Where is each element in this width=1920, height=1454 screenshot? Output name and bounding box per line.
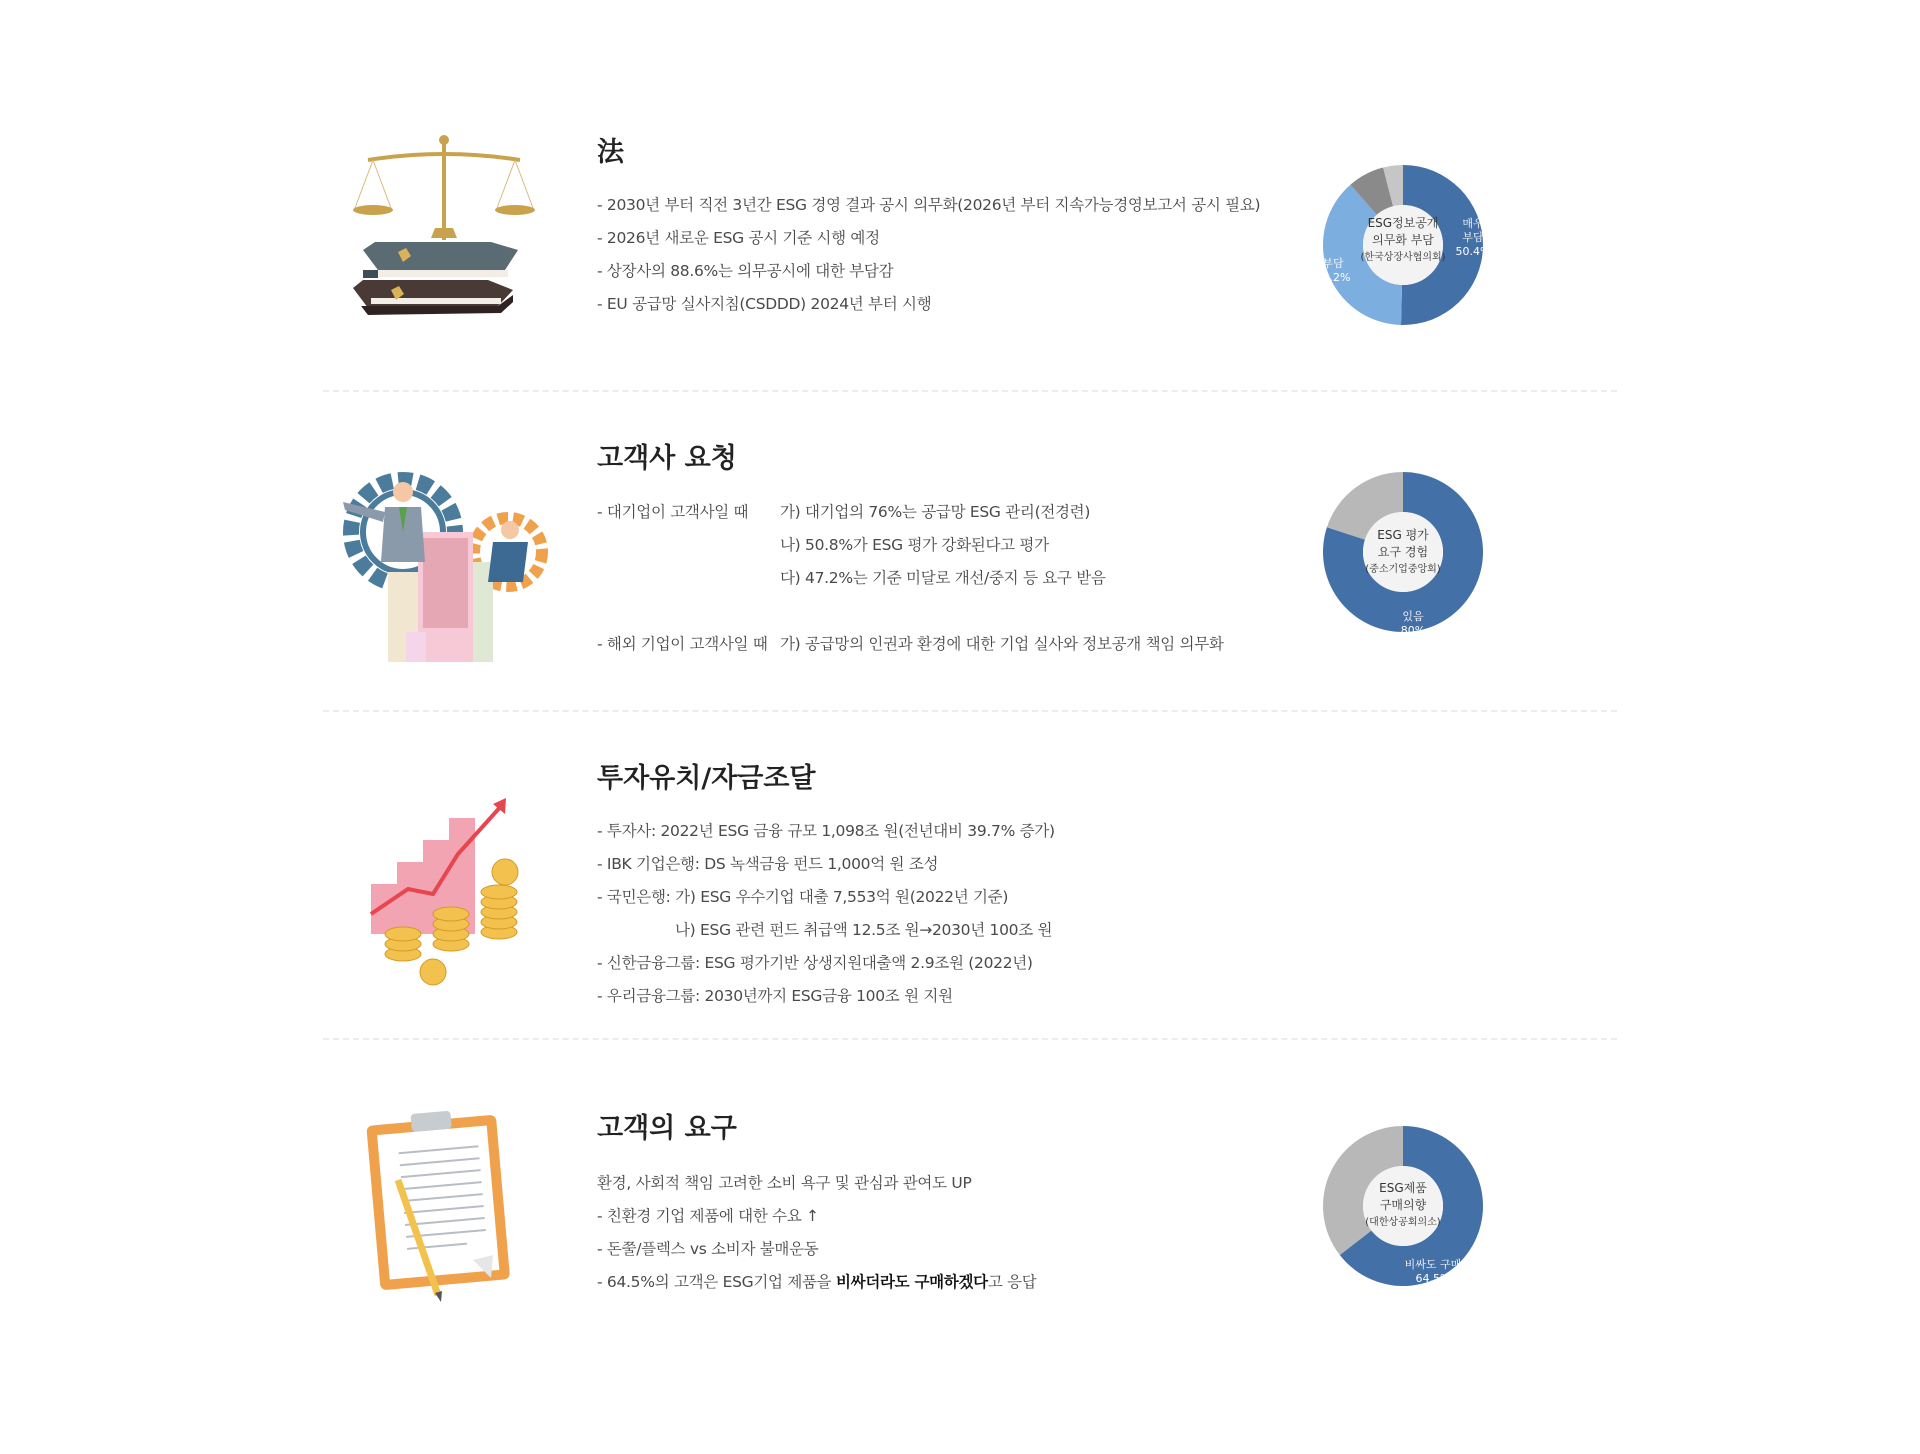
list-item: 환경, 사회적 책임 고려한 소비 욕구 및 관심과 관여도 UP	[597, 1174, 972, 1192]
list-item: - EU 공급망 실사지침(CSDDD) 2024년 부터 시행	[597, 295, 932, 313]
list-item: - 2030년 부터 직전 3년간 ESG 경영 결과 공시 의무화(2026년 부터 지속가능경영보고서 공시 필요)	[597, 196, 1261, 214]
donut-center-source: (한국상장사협의회)	[1360, 252, 1446, 263]
donut-label: 있음	[1402, 610, 1424, 623]
donut-center-line: 의무화 부담	[1372, 233, 1434, 247]
donut-label: 부담	[1322, 257, 1344, 270]
list-label: - 대기업이 고객사일 때	[597, 503, 749, 521]
list-item: - 투자사: 2022년 ESG 금융 규모 1,098조 원(전년대비 39.7% 증가)	[597, 822, 1055, 840]
donut-center-line: 요구 경험	[1377, 545, 1429, 559]
list-item: 가) 대기업의 76%는 공급망 ESG 관리(전경련)	[780, 503, 1091, 521]
donut-center-source: (중소기업중앙회)	[1365, 564, 1441, 575]
list-item: 나) ESG 관련 펀드 취급액 12.5조 원→2030년 100조 원	[675, 921, 1053, 939]
section-law	[323, 100, 1617, 390]
list-item: - 신한금융그룹: ESG 평가기반 상생지원대출액 2.9조원 (2022년)	[597, 954, 1033, 972]
list-item-text: - 64.5%의 고객은 ESG기업 제품을	[597, 1273, 836, 1291]
donut-value: 38.2%	[1315, 271, 1351, 284]
donut-center-source: (대한상공회의소)	[1365, 1217, 1441, 1228]
list-label: - 해외 기업이 고객사일 때	[597, 635, 768, 653]
donut-value: 64.5%	[1415, 1272, 1451, 1285]
business-people-gears-illustration	[323, 462, 553, 682]
donut-value: 50.4%	[1455, 245, 1491, 258]
section-title: 고객사 요청	[597, 443, 737, 474]
section-title: 고객의 요구	[597, 1113, 737, 1144]
donut-center-line: ESG정보공개	[1367, 216, 1439, 230]
list-item: 다) 47.2%는 기준 미달로 개선/중지 등 요구 받음	[780, 569, 1106, 587]
list-item: - 2026년 새로운 ESG 공시 기준 시행 예정	[597, 229, 880, 247]
list-item: 가) 공급망의 인권과 환경에 대한 기업 실사와 정보공개 책임 의무화	[780, 635, 1224, 653]
section-investment	[323, 712, 1617, 1035]
list-item-text: 고 응답	[987, 1273, 1037, 1291]
section-title: 法	[597, 137, 624, 168]
donut-value: 80%	[1400, 624, 1426, 637]
list-item: - 친환경 기업 제품에 대한 수요 ↑	[597, 1207, 819, 1225]
donut-label: 비싸도 구매	[1404, 1258, 1462, 1271]
donut-chart-esg-evaluation	[1303, 452, 1503, 652]
clipboard-checklist-illustration	[323, 1100, 553, 1320]
donut-chart-esg-disclosure	[1303, 145, 1503, 345]
donut-center-line: 구매의향	[1379, 1198, 1427, 1212]
list-item: - 국민은행: 가) ESG 우수기업 대출 7,553억 원(2022년 기준)	[597, 888, 1009, 906]
section-client-request	[323, 392, 1617, 710]
donut-label: 부담	[1462, 231, 1484, 244]
scales-of-justice-illustration	[323, 130, 553, 350]
list-item: - IBK 기업은행: DS 녹색금융 펀드 1,000억 원 조성	[597, 855, 939, 873]
section-customer-demand	[323, 1040, 1617, 1340]
donut-center-line: ESG 평가	[1377, 528, 1429, 542]
list-item	[597, 1270, 1036, 1292]
list-item: - 우리금융그룹: 2030년까지 ESG금융 100조 원 지원	[597, 987, 953, 1005]
donut-center-line: ESG제품	[1379, 1181, 1427, 1195]
list-item: 나) 50.8%가 ESG 평가 강화된다고 평가	[780, 536, 1049, 554]
list-item-emphasis: 비싸더라도 구매하겠다	[835, 1273, 988, 1291]
list-item: - 돈쭐/플렉스 vs 소비자 불매운동	[597, 1240, 819, 1258]
finance-growth-chart-illustration	[323, 784, 553, 1004]
donut-chart-esg-purchase-intent	[1303, 1106, 1503, 1306]
donut-label: 매우	[1462, 217, 1484, 230]
list-item: - 상장사의 88.6%는 의무공시에 대한 부담감	[597, 262, 894, 280]
section-title: 투자유치/자금조달	[597, 763, 816, 794]
